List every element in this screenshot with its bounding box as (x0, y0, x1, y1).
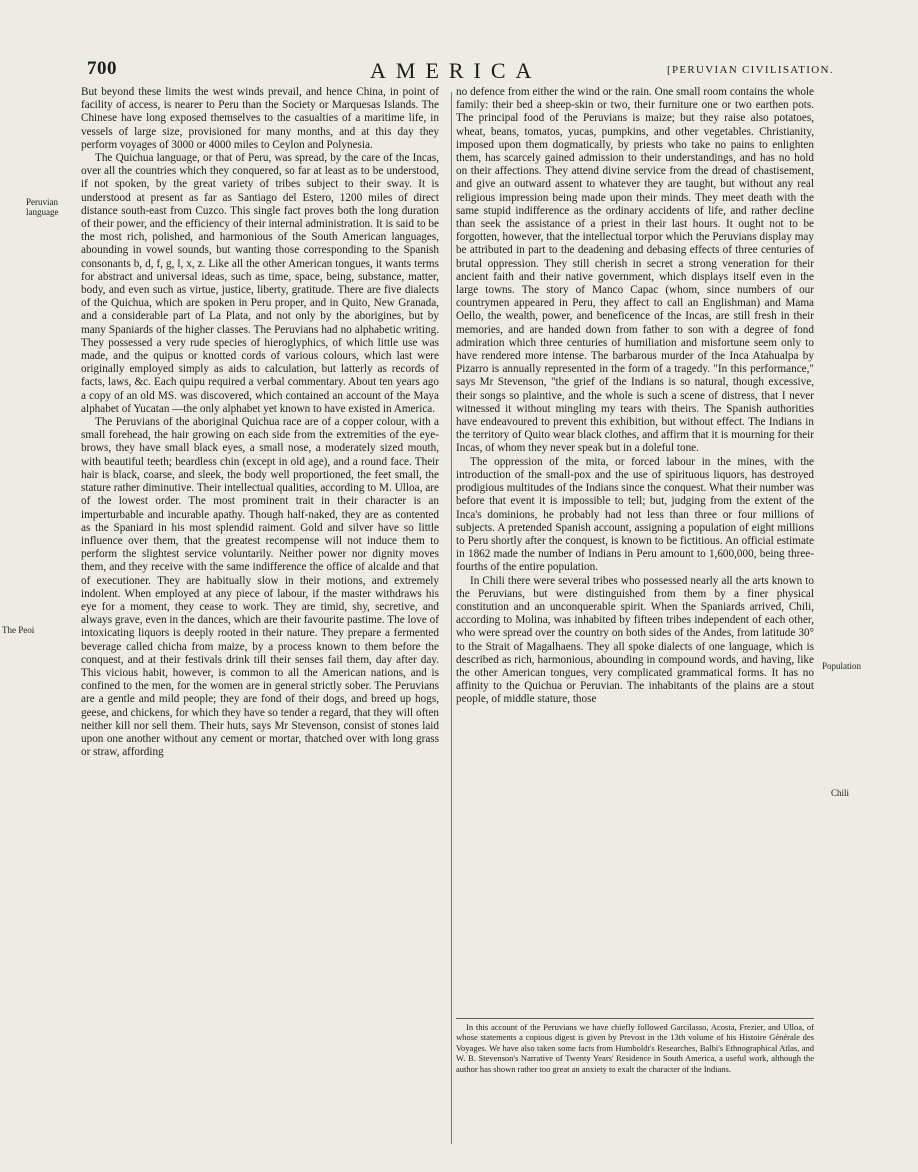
paragraph: But beyond these limits the west winds prevail, and hence China, in point of facility of access, is nearer to Peru than the Society or Marquesas Islands. The Chinese have long exposed themselves to the casualties of a maritime life, in vessels of large size, provisioned for many months, and at this day they perform voyages of 3000 or 4000 miles to Ceylon and Polynesia. (81, 86, 439, 151)
footnote: In this account of the Peruvians we have chiefly followed Garcilasso, Acosta, Frezier, and Ulloa, of whose statements a copious digest is given by Prevost in the 13th volume of his Histoire Générale des Voyages. We have also taken some facts from Humboldt's Researches, Balbi's Ethnographical Atlas, and W. B. Stevenson's Narrative of Twenty Years' Residence in South America, a useful work, although the author has shown rather too great an anxiety to exalt the character of the Indians. (456, 1022, 814, 1074)
margin-note-chili: Chili (831, 788, 850, 798)
left-column (81, 86, 439, 759)
paragraph: The Quichua language, or that of Peru, was spread, by the care of the Incas, over all the countries which they conquered, so far at least as to be understood, if not spoken, by the great variety of tribes subject to their sway. It is understood at present as far as Santiago del Estero, 1200 miles of direct distance south-east from Cuzco. This single fact proves both the long duration of their power, and the efficiency of their internal administration. It is said to be the most rich, polished, and harmonious of the South American languages, abounding in vowel sounds, but wanting those corresponding to the Spanish consonants b, d, f, g, l, x, z. Like all the other American tongues, it wants terms for abstract and universal ideas, such as time, space, being, substance, matter, body, and even such as virtue, justice, liberty, gratitude. There are five dialects of the Quichua, which are spoken in Peru proper, and in Quito, New Granada, and a considerable part of La Plata, and not only by the aborigines, but by many Spaniards of the higher classes. The Peruvians had no alphabetic writing. They possessed a very rude species of hieroglyphics, of which little use was made, and the quipus or knotted cords of various colours, which last were originally employed simply as aids to calculation, but latterly as records of facts, laws, &c. Each quipu required a verbal commentary. About ten years ago a copy of an old MS. was discovered, which contained an account of the Maya alphabet of Yucatan —the only alphabet yet known to have existed in America. (81, 152, 439, 415)
margin-note-population: Population (822, 661, 862, 671)
page-header (0, 58, 918, 84)
column-rule (451, 92, 452, 1144)
margin-note-peruvian-language: Peruvian language (26, 197, 59, 217)
paragraph: no defence from either the wind or the rain. One small room contains the whole family: their bed a sheep-skin or two, their furniture one or two earthen pots. The principal food of the Peruvians is maize; but they raise also potatoes, wheat, beans, tomatos, yucas, pumpkins, and other vegetables. Christianity, imposed upon them dogmatically, by priests who take no pains to enlighten them, has scarcely gained admission to their understandings, and has no hold on their affections. They attend divine service from the dread of chastisement, and give an outward assent to whatever they are taught, but without any real religious impression being made upon their minds. They meet death with the same stupid indifference as the ordinary accidents of life, and rather decline than seek the assistance of a priest in their last hours. It ought not to be forgotten, however, that the intellectual torpor which the Peruvians display may be attributed in part to the deadening and debasing effects of three centuries of brutal oppression. They still cherish in secret a strong veneration for their ancient faith and their native government, which displays itself even in the large towns. The story of Manco Capac (whom, since numbers of our countrymen appeared in Peru, they affect to call an Englishman) and Mama Oello, the wealth, power, and beneficence of the Incas, are still fresh in their memories, and are handed down from father to son with a degree of fond admiration which three centuries of humiliation and misfortune seem only to have rendered more intense. The barbarous murder of the Inca Atahualpa by Pizarro is annually represented in the form of a tragedy. "In this performance," says Mr Stevenson, "the grief of the Indians is so natural, though excessive, their songs so plaintive, and the whole is such a scene of distress, that I never witnessed it without mingling my tears with theirs. The Spanish authorities have endeavoured to prevent this exhibition, but without effect. The Indians in the territory of Quito wear black clothes, and affirm that it is mourning for their Incas, of whom they never speak but in a doleful tone. (456, 86, 814, 455)
page-number: 700 (87, 58, 117, 79)
paragraph: The Peruvians of the aboriginal Quichua race are of a copper colour, with a small forehead, the hair growing on each side from the extremities of the eye-brows, they have small black eyes, a small nose, a moderately sized mouth, with beautiful teeth; beardless chin (except in old age), and a round face. Their hair is black, coarse, and sleek, the body well proportioned, the feet small, the stature rather diminutive. Their intellectual qualities, according to M. Ulloa, are of the lowest order. The most prominent trait in their character is an imperturbable and incurable apathy. Though half-naked, they are as contented as the Spaniard in his most splendid raiment. Gold and silver have so little influence over them, that the greatest recompense will not induce them to perform the slightest service voluntarily. Neither power nor dignity moves them, and they receive with the same indifference the office of alcalde and that of executioner. They are habitually slow in their motions, and extremely indolent. When employed at any piece of labour, if the master withdraws his eye for a moment, they cease to work. They are timid, shy, secretive, and always grave, even in the dances, which are their favourite pastime. The love of intoxicating liquors is deeply rooted in their nature. They prepare a fermented beverage called chicha from maize, by a process known to them before the conquest, and at their festivals drink till their senses fail them, day after day. This vicious habit, however, is common to all the American nations, and is confined to the men, for the women are in general strictly sober. The Peruvians are a gentle and mild people; they are fond of their dogs, and breed up hogs, geese, and chickens, for which they have so tender a regard, that they will often neither kill nor sell them. Their huts, says Mr Stevenson, consist of stones laid upon one another without any cement or mortar, thatched over with long grass or straw, affording (81, 416, 439, 759)
right-column (456, 86, 814, 707)
running-title: AMERICA (370, 58, 542, 83)
paragraph: In Chili there were several tribes who possessed nearly all the arts known to the Peruvians, but were distinguished from them by a finer physical constitution and an unconquerable spirit. When the Spaniards arrived, Chili, according to Molina, was inhabited by fifteen tribes independent of each other, who were spread over the country on both sides of the Andes, from latitude 30° to the Strait of Magalhaens. They all spoke dialects of one language, which is described as rich, harmonious, abounding in compound words, and having, like the other American tongues, very complicated grammatical forms. It has no affinity to the Quichua or Peruvian. The inhabitants of the plains are a stout people, of middle stature, those (456, 574, 814, 706)
section-title: [PERUVIAN CIVILISATION. (667, 64, 834, 76)
paragraph: The oppression of the mita, or forced labour in the mines, with the introduction of the small-pox and the use of spirituous liquors, has destroyed prodigious multitudes of the Indians since the conquest. What their number was before that event it is impossible to tell; but, judging from the extent of the Inca's dominions, he probably had not less than three or four millions of subjects. A pretended Spanish account, assigning a population of eight millions to Peru shortly after the conquest, is known to be fictitious. An official estimate in 1862 made the number of Indians in Peru amount to 1,600,000, being three-fourths of the entire population. (456, 455, 814, 574)
footnote-area (456, 1018, 814, 1074)
margin-note-peoples: The Peoi (2, 625, 35, 635)
